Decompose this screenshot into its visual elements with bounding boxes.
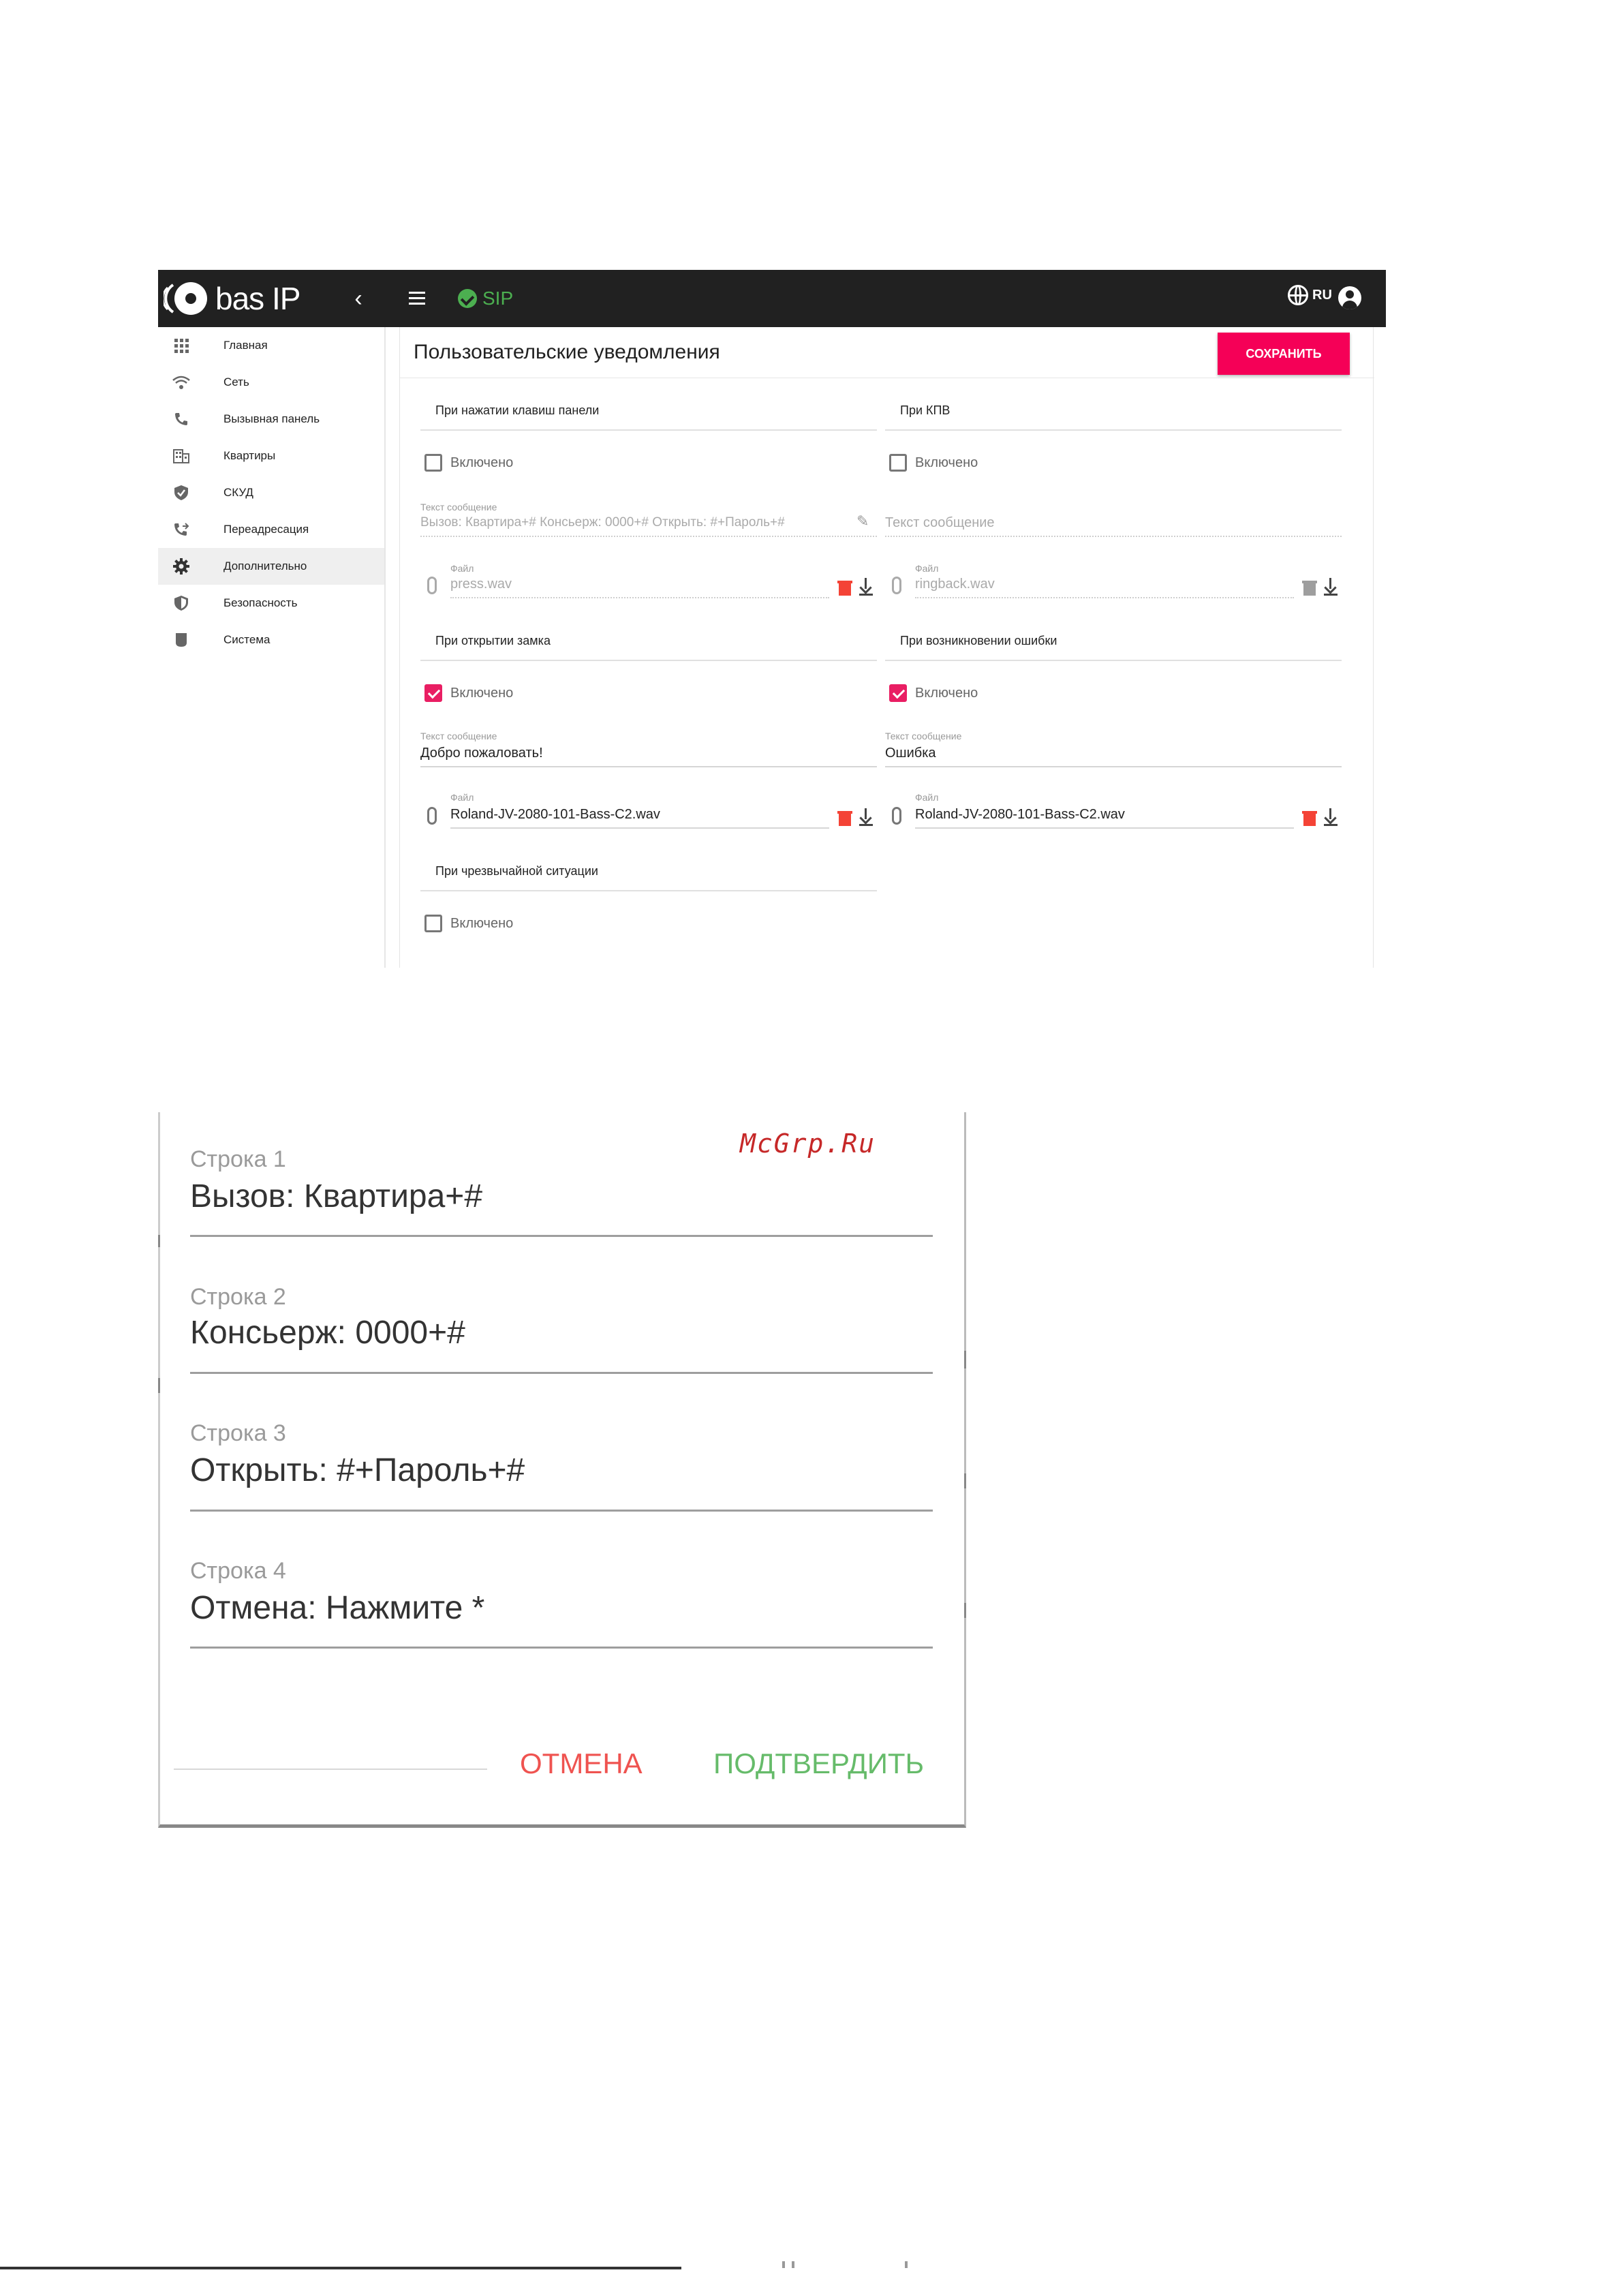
gear-icon bbox=[172, 557, 191, 576]
sidebar-item-label: Переадресация bbox=[223, 523, 309, 536]
globe-icon bbox=[1288, 285, 1308, 305]
bas-ip-logo-mark-icon bbox=[164, 279, 210, 318]
divider bbox=[885, 429, 1342, 431]
line-4-input[interactable]: Отмена: Нажмите * bbox=[190, 1590, 485, 1626]
enabled-label: Включено bbox=[450, 455, 514, 470]
language-code: RU bbox=[1312, 287, 1332, 303]
field-underline bbox=[450, 597, 829, 598]
sidebar-item-apartments[interactable] bbox=[158, 438, 384, 474]
delete-trash-icon[interactable] bbox=[1303, 581, 1316, 596]
section-kpv bbox=[885, 403, 1355, 592]
section-title: При нажатии клавиш панели bbox=[435, 403, 600, 417]
delete-trash-icon[interactable] bbox=[839, 811, 851, 826]
sidebar-item-advanced[interactable] bbox=[158, 548, 384, 585]
attachment-icon bbox=[427, 807, 437, 825]
line-1-input[interactable]: Вызов: Квартира+# bbox=[190, 1178, 483, 1214]
display-lines-dialog bbox=[158, 1112, 966, 1828]
cropped-text-fragment bbox=[782, 2261, 959, 2268]
enabled-checkbox[interactable] bbox=[424, 915, 442, 932]
file-field-label: Файл bbox=[450, 563, 474, 574]
download-icon[interactable] bbox=[1324, 808, 1338, 826]
system-icon bbox=[172, 630, 191, 649]
field-underline bbox=[885, 536, 1342, 537]
section-title: При возникновении ошибки bbox=[900, 634, 1057, 647]
field-underline bbox=[450, 827, 829, 829]
sidebar-item-label: Главная bbox=[223, 339, 268, 352]
delete-trash-icon[interactable] bbox=[1303, 811, 1316, 826]
edge-mark bbox=[964, 1473, 966, 1488]
sidebar-item-security[interactable] bbox=[158, 585, 384, 622]
edge-mark bbox=[964, 1603, 966, 1618]
page-divider bbox=[0, 2267, 681, 2269]
enabled-label: Включено bbox=[450, 686, 514, 701]
message-field-label: Текст сообщение bbox=[420, 502, 497, 512]
message-field[interactable]: Добро пожаловать! bbox=[420, 746, 543, 761]
line-2-input[interactable]: Консьерж: 0000+# bbox=[190, 1315, 465, 1351]
section-title: При КПВ bbox=[900, 403, 950, 417]
file-field[interactable]: Roland-JV-2080-101-Bass-C2.wav bbox=[915, 807, 1125, 822]
sidebar-item-label: Сеть bbox=[223, 376, 249, 388]
field-underline bbox=[190, 1510, 933, 1512]
apps-grid-icon bbox=[172, 336, 191, 355]
section-title: При открытии замка bbox=[435, 634, 551, 647]
sidebar-item-call-forwarding[interactable] bbox=[158, 511, 384, 548]
sidebar-item-system[interactable] bbox=[158, 622, 384, 658]
collapse-sidebar-chevron-icon[interactable]: ‹ bbox=[354, 286, 362, 311]
line-3-input[interactable]: Открыть: #+Пароль+# bbox=[190, 1452, 525, 1488]
sidebar-item-label: Дополнительно bbox=[223, 560, 307, 572]
sidebar-item-home[interactable] bbox=[158, 327, 384, 364]
section-keypress bbox=[420, 403, 891, 592]
security-shield-icon bbox=[172, 594, 191, 613]
notifications-panel bbox=[399, 327, 1374, 968]
page-title: Пользовательские уведомления bbox=[414, 341, 720, 363]
edit-pencil-icon[interactable]: ✎ bbox=[856, 512, 869, 530]
admin-web-interface bbox=[158, 270, 1386, 968]
divider bbox=[174, 1769, 487, 1770]
building-icon bbox=[172, 446, 191, 465]
file-field-label: Файл bbox=[450, 792, 474, 803]
phone-icon bbox=[172, 410, 191, 429]
top-app-bar bbox=[158, 270, 1386, 327]
attachment-icon bbox=[892, 577, 901, 594]
file-field[interactable]: press.wav bbox=[450, 577, 512, 592]
attachment-icon bbox=[427, 577, 437, 594]
section-emergency bbox=[420, 864, 891, 946]
line-4-label: Строка 4 bbox=[190, 1558, 286, 1584]
field-underline bbox=[420, 536, 877, 537]
divider bbox=[420, 660, 877, 661]
enabled-checkbox[interactable] bbox=[889, 684, 907, 702]
divider bbox=[420, 429, 877, 431]
file-field[interactable]: Roland-JV-2080-101-Bass-C2.wav bbox=[450, 807, 660, 822]
line-3-label: Строка 3 bbox=[190, 1420, 286, 1446]
enabled-label: Включено bbox=[450, 916, 514, 931]
download-icon[interactable] bbox=[859, 578, 873, 596]
divider bbox=[885, 660, 1342, 661]
save-button[interactable]: СОХРАНИТЬ bbox=[1218, 333, 1350, 375]
edge-mark bbox=[158, 1378, 160, 1393]
language-selector[interactable] bbox=[1288, 285, 1332, 305]
check-circle-icon bbox=[458, 289, 477, 308]
edge-mark bbox=[158, 1235, 160, 1247]
sidebar-item-network[interactable] bbox=[158, 364, 384, 401]
field-underline bbox=[885, 766, 1342, 767]
file-field-label: Файл bbox=[915, 563, 939, 574]
sidebar-item-label: СКУД bbox=[223, 486, 253, 499]
enabled-label: Включено bbox=[915, 455, 978, 470]
enabled-checkbox[interactable] bbox=[424, 454, 442, 472]
file-field-label: Файл bbox=[915, 792, 939, 803]
line-2-label: Строка 2 bbox=[190, 1284, 286, 1310]
enabled-checkbox[interactable] bbox=[424, 684, 442, 702]
account-circle-icon[interactable] bbox=[1338, 286, 1361, 309]
logo-text: bas IP bbox=[215, 281, 300, 316]
section-lock-open bbox=[420, 634, 891, 822]
delete-trash-icon[interactable] bbox=[839, 581, 851, 596]
field-underline bbox=[420, 766, 877, 767]
sip-status bbox=[458, 285, 513, 312]
phone-forward-icon bbox=[172, 520, 191, 539]
enabled-label: Включено bbox=[915, 686, 978, 701]
download-icon[interactable] bbox=[859, 808, 873, 826]
message-field[interactable]: Ошибка bbox=[885, 746, 936, 761]
bas-ip-logo bbox=[164, 279, 300, 318]
attachment-icon bbox=[892, 807, 901, 825]
sidebar bbox=[158, 327, 386, 968]
line-1-label: Строка 1 bbox=[190, 1146, 286, 1172]
wifi-icon bbox=[172, 373, 191, 392]
download-icon[interactable] bbox=[1324, 578, 1338, 596]
message-field[interactable]: Текст сообщение bbox=[885, 515, 995, 530]
message-field-label: Текст сообщение bbox=[885, 731, 962, 741]
field-underline bbox=[190, 1372, 933, 1374]
file-field[interactable]: ringback.wav bbox=[915, 577, 995, 592]
sip-status-label: SIP bbox=[482, 288, 514, 309]
section-error bbox=[885, 634, 1355, 822]
watermark: McGrp.Ru bbox=[740, 1129, 876, 1159]
divider bbox=[420, 890, 877, 891]
confirm-button[interactable]: ПОДТВЕРДИТЬ bbox=[713, 1747, 925, 1779]
message-field-label: Текст сообщение bbox=[420, 731, 497, 741]
enabled-checkbox[interactable] bbox=[889, 454, 907, 472]
message-field[interactable]: Вызов: Квартира+# Консьерж: 0000+# Открыть: #+Пароль+# bbox=[420, 515, 785, 530]
sidebar-item-label: Квартиры bbox=[223, 449, 276, 462]
cancel-button[interactable]: ОТМЕНА bbox=[520, 1747, 643, 1779]
sidebar-item-label: Система bbox=[223, 633, 270, 646]
sidebar-item-label: Вызывная панель bbox=[223, 412, 320, 425]
sidebar-item-label: Безопасность bbox=[223, 596, 298, 609]
sidebar-item-call-panel[interactable] bbox=[158, 401, 384, 438]
field-underline bbox=[915, 827, 1294, 829]
field-underline bbox=[915, 597, 1294, 598]
field-underline bbox=[190, 1235, 933, 1237]
edge-mark bbox=[964, 1351, 966, 1368]
section-title: При чрезвычайной ситуации bbox=[435, 864, 598, 878]
field-underline bbox=[190, 1647, 933, 1649]
sidebar-item-access-control[interactable] bbox=[158, 474, 384, 511]
shield-check-icon bbox=[172, 483, 191, 502]
menu-icon[interactable] bbox=[402, 284, 432, 313]
